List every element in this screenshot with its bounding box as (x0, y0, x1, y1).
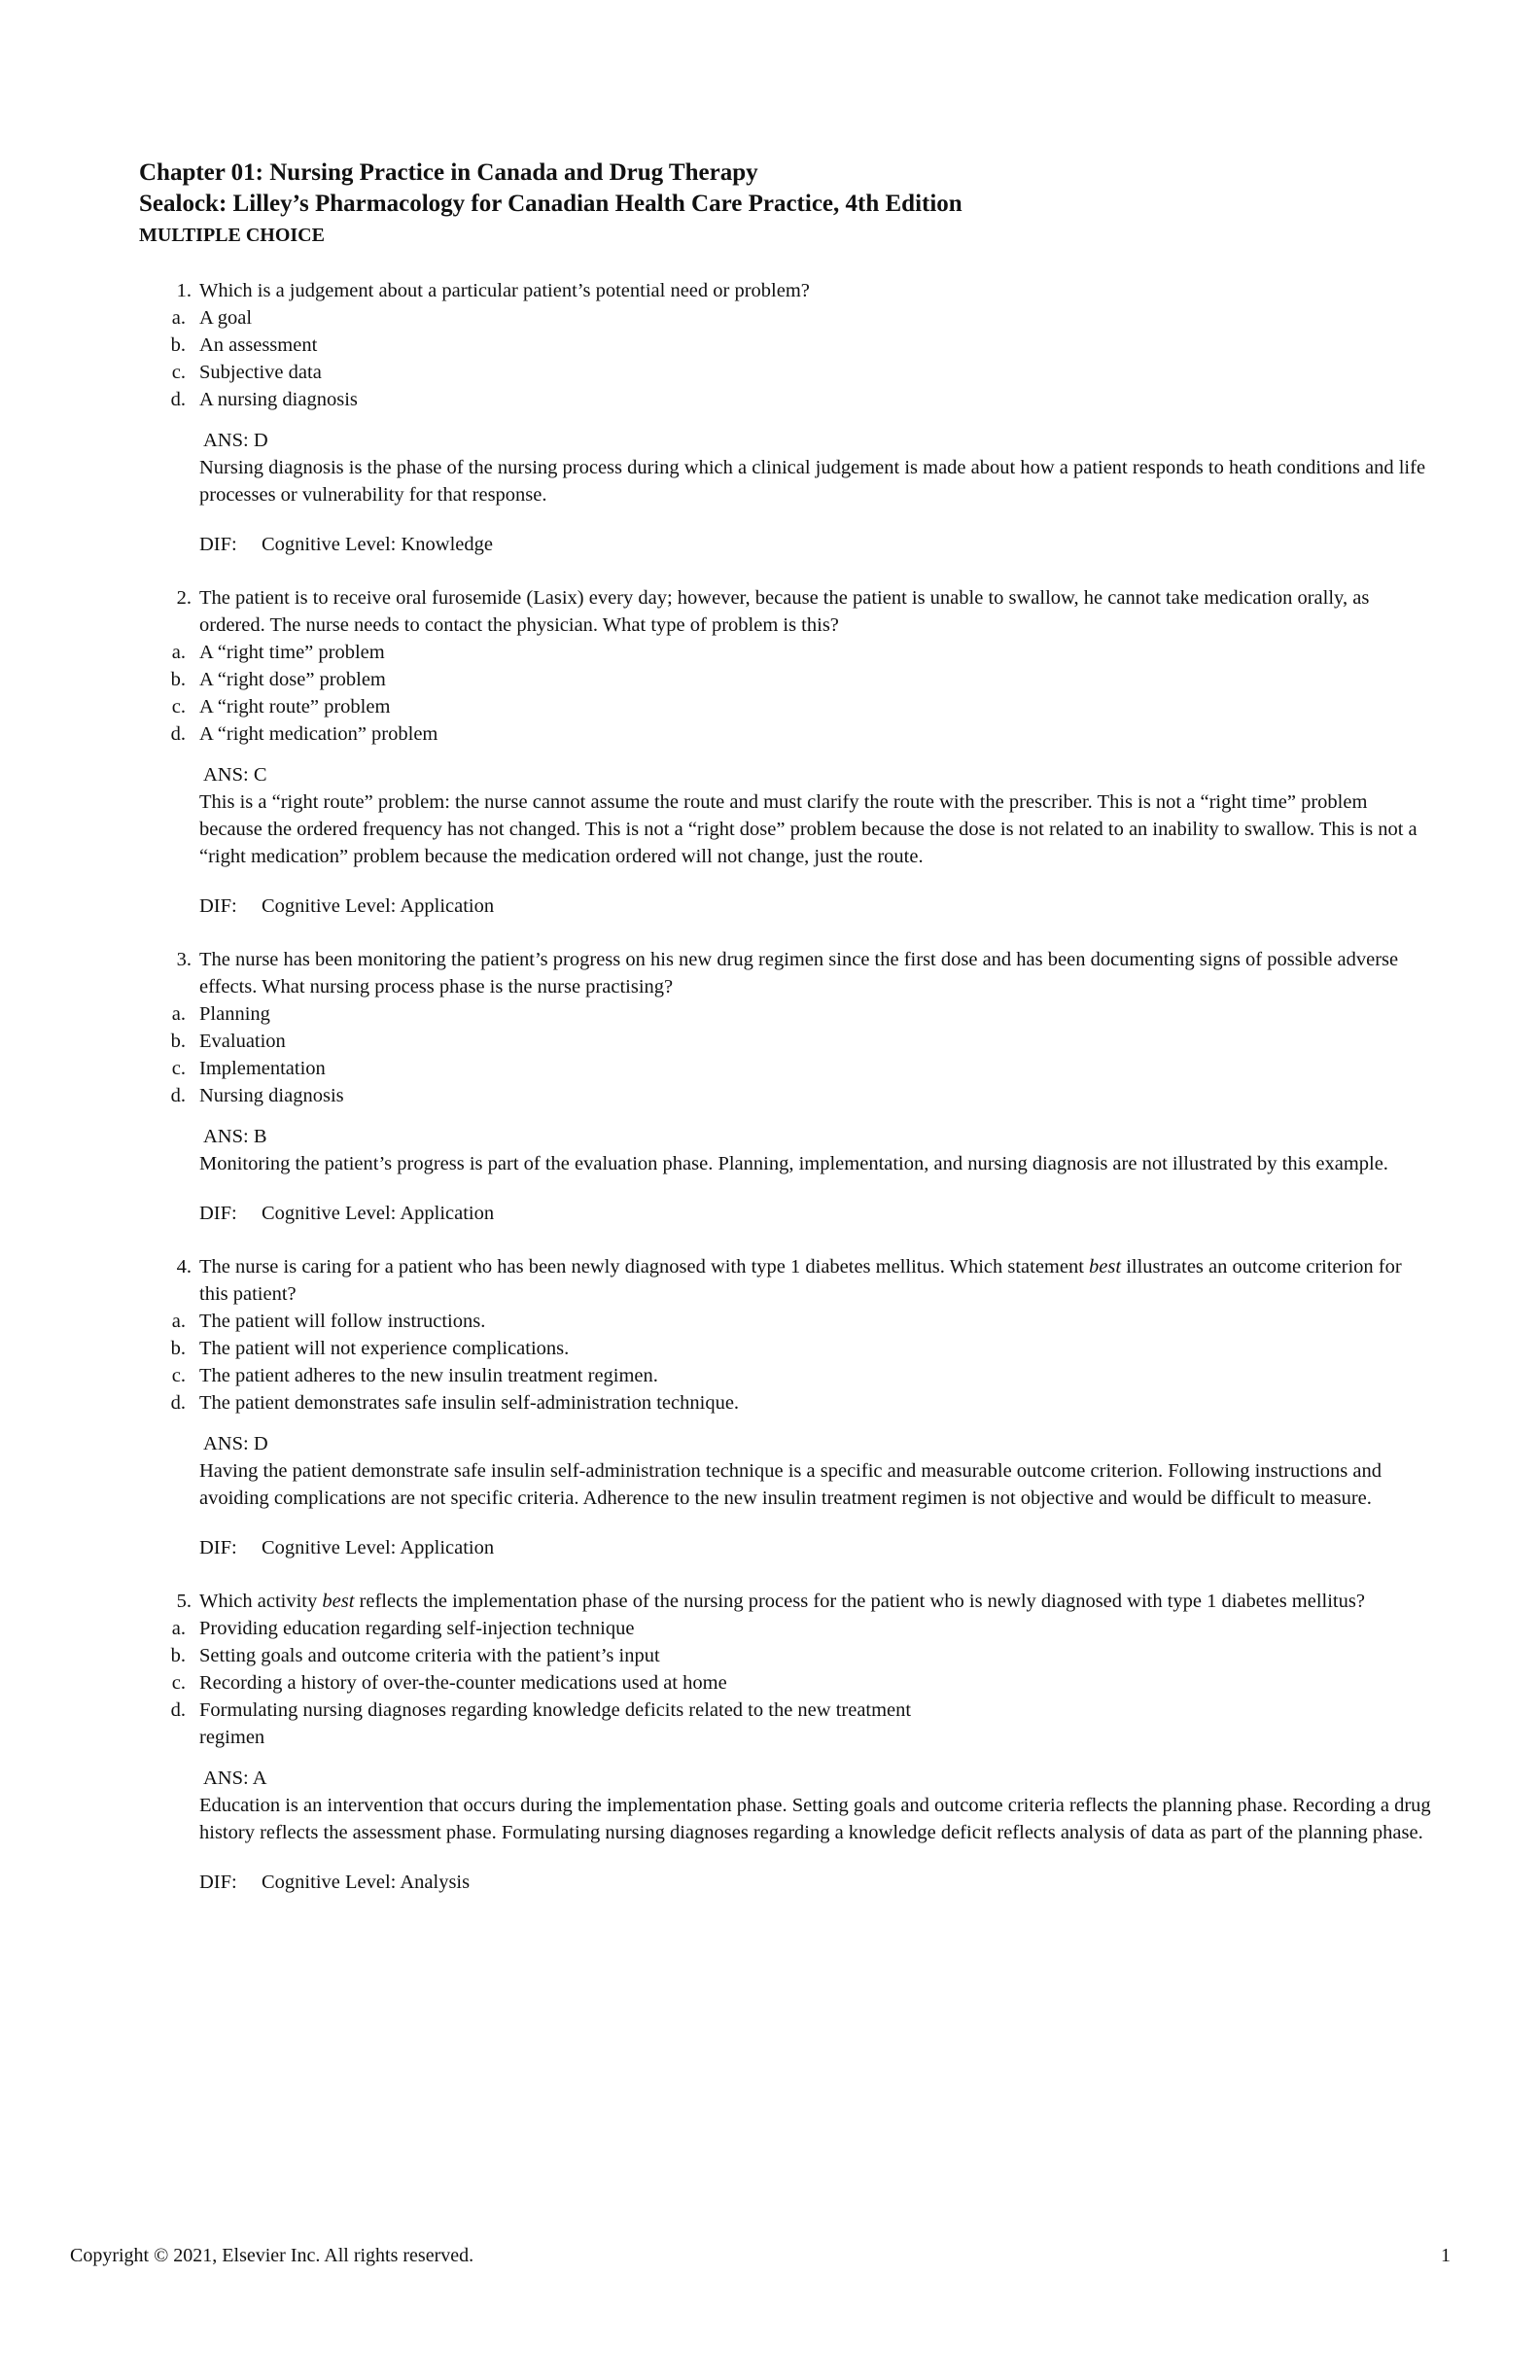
option-c (139, 1362, 1432, 1389)
difficulty-line (199, 1534, 1432, 1561)
cognitive-level: Cognitive Level: Application (262, 1203, 495, 1224)
option-text: The patient will not experience complications. (199, 1338, 570, 1359)
option-text: A nursing diagnosis (199, 389, 358, 410)
option-letter: a. (171, 307, 186, 329)
option-letter: c. (171, 362, 186, 383)
answer-key: ANS: D (203, 430, 268, 451)
option-text: Setting goals and outcome criteria with the patient’s input (199, 1645, 660, 1666)
question-number: 2. (176, 587, 192, 609)
stem-text: reflects the implementation phase of the nursing process for the patient who is newly diagnosed with type 1 diabetes mellitus? (354, 1591, 1365, 1612)
option-text: The patient will follow instructions. (199, 1311, 486, 1332)
question-number: 5. (176, 1591, 192, 1612)
stem-text: The nurse is caring for a patient who has been newly diagnosed with type 1 diabetes mellitus. Which statement (199, 1256, 1090, 1278)
option-letter: c. (171, 1058, 186, 1079)
option-text: Subjective data (199, 362, 322, 383)
cognitive-level: Cognitive Level: Analysis (262, 1872, 471, 1893)
dif-label: DIF: (199, 1537, 237, 1558)
question-3 (139, 946, 1432, 1227)
question-stem (199, 1253, 1432, 1308)
question-4 (139, 1253, 1432, 1561)
option-letter: c. (171, 1365, 186, 1386)
option-list (139, 1308, 1432, 1417)
question-1 (139, 277, 1432, 558)
option-list (139, 1615, 1432, 1751)
option-letter: d. (170, 1699, 186, 1721)
rationale: This is a “right route” problem: the nurse cannot assume the route and must clarify the route with the prescriber. This is not a “right time” problem because the ordered frequency has not changed. This is not a “right dose” problem because the dose is not related to an inability to swallow. This is not a “right medication” problem because the medication ordered will not change, just the route. (199, 791, 1418, 867)
option-text: The patient demonstrates safe insulin self-administration technique. (199, 1392, 740, 1414)
option-c (139, 693, 1432, 720)
copyright-notice: Copyright © 2021, Elsevier Inc. All rights reserved. (70, 2245, 474, 2266)
option-d (139, 1082, 1432, 1109)
option-text: Recording a history of over-the-counter medications used at home (199, 1672, 727, 1694)
option-letter: b. (170, 334, 186, 356)
option-c (139, 1055, 1432, 1082)
option-text: An assessment (199, 334, 318, 356)
question-stem (199, 1588, 1432, 1615)
question-number: 4. (176, 1256, 192, 1278)
option-b (139, 1028, 1432, 1055)
option-letter: a. (171, 1618, 186, 1639)
option-letter: d. (170, 389, 186, 410)
cognitive-level: Cognitive Level: Knowledge (262, 534, 493, 555)
stem-text: illustrates an outcome criterion for this patient? (199, 1256, 1402, 1305)
answer-block (199, 1123, 1432, 1177)
answer-block (199, 427, 1432, 508)
rationale: Monitoring the patient’s progress is part of the evaluation phase. Planning, implementation, and nursing diagnosis are not illustrated by this example. (199, 1153, 1388, 1174)
option-b (139, 332, 1432, 359)
option-letter: c. (171, 696, 186, 718)
option-b (139, 666, 1432, 693)
option-text: A “right medication” problem (199, 723, 438, 745)
option-list (139, 639, 1432, 748)
option-text: Implementation (199, 1058, 326, 1079)
question-stem: The patient is to receive oral furosemide (Lasix) every day; however, because the patient is unable to swallow, he cannot take medication orally, as ordered. The nurse needs to contact the physician. What type of problem is this? (199, 587, 1370, 636)
option-a (139, 639, 1432, 666)
option-text: Formulating nursing diagnoses regarding knowledge deficits related to the new treatment regimen (199, 1699, 912, 1748)
answer-block (199, 761, 1432, 870)
option-text: Planning (199, 1003, 270, 1025)
answer-key: ANS: D (203, 1433, 268, 1454)
difficulty-line (199, 1200, 1432, 1227)
rationale: Nursing diagnosis is the phase of the nursing process during which a clinical judgement is made about how a patient responds to heath conditions and life processes or vulnerability for that response. (199, 457, 1426, 506)
option-b (139, 1335, 1432, 1362)
difficulty-line (199, 892, 1432, 920)
cognitive-level: Cognitive Level: Application (262, 1537, 495, 1558)
option-text: A “right dose” problem (199, 669, 386, 690)
rationale: Having the patient demonstrate safe insulin self-administration technique is a specific and measurable outcome criterion. Following instructions and avoiding complications are not specific criteria. Adherence to the new insulin treatment regimen is not objective and would be difficult to measure. (199, 1460, 1382, 1509)
rationale: Education is an intervention that occurs during the implementation phase. Setting goals and outcome criteria reflects the planning phase. Recording a drug history reflects the assessment phase. Formulating nursing diagnoses regarding a knowledge deficit reflects analysis of data as part of the planning phase. (199, 1795, 1431, 1843)
dif-label: DIF: (199, 1872, 237, 1893)
option-letter: d. (170, 723, 186, 745)
option-list (139, 1000, 1432, 1109)
option-text: Evaluation (199, 1031, 286, 1052)
option-c (139, 1669, 1432, 1697)
dif-label: DIF: (199, 534, 237, 555)
document-header (139, 158, 962, 249)
answer-block (199, 1765, 1432, 1846)
book-title: Sealock: Lilley’s Pharmacology for Canadian Health Care Practice, 4th Edition (139, 191, 962, 217)
option-d (139, 720, 1432, 748)
option-a (139, 1308, 1432, 1335)
option-text: A “right route” problem (199, 696, 391, 718)
option-a (139, 304, 1432, 332)
stem-text: Which activity (199, 1591, 323, 1612)
option-c (139, 359, 1432, 386)
option-d (139, 386, 1432, 413)
chapter-title: Chapter 01: Nursing Practice in Canada and Drug Therapy (139, 159, 758, 186)
option-letter: b. (170, 1031, 186, 1052)
difficulty-line (199, 1869, 1432, 1896)
option-text: Nursing diagnosis (199, 1085, 344, 1106)
option-text: A goal (199, 307, 253, 329)
option-letter: d. (170, 1392, 186, 1414)
section-title: MULTIPLE CHOICE (139, 225, 325, 246)
answer-block (199, 1430, 1432, 1512)
option-list (139, 304, 1432, 413)
dif-label: DIF: (199, 895, 237, 917)
option-text: A “right time” problem (199, 642, 385, 663)
cognitive-level: Cognitive Level: Application (262, 895, 495, 917)
option-letter: b. (170, 1338, 186, 1359)
option-letter: a. (171, 642, 186, 663)
option-a (139, 1000, 1432, 1028)
answer-key: ANS: B (203, 1126, 267, 1147)
option-d (139, 1697, 1432, 1751)
option-letter: a. (171, 1003, 186, 1025)
question-list (139, 277, 1432, 1922)
option-text: Providing education regarding self-injection technique (199, 1618, 635, 1639)
answer-key: ANS: C (203, 764, 267, 786)
option-text: The patient adheres to the new insulin treatment regimen. (199, 1365, 658, 1386)
option-d (139, 1389, 1432, 1417)
question-2 (139, 584, 1432, 920)
stem-emphasis: best (1089, 1256, 1122, 1278)
option-letter: b. (170, 1645, 186, 1666)
option-letter: b. (170, 669, 186, 690)
page-number: 1 (1441, 2245, 1451, 2266)
option-letter: a. (171, 1311, 186, 1332)
option-letter: d. (170, 1085, 186, 1106)
stem-emphasis: best (322, 1591, 355, 1612)
question-5 (139, 1588, 1432, 1896)
question-stem: The nurse has been monitoring the patient’s progress on his new drug regimen since the first dose and has been documenting signs of possible adverse effects. What nursing process phase is the nurse practising? (199, 949, 1399, 998)
answer-key: ANS: A (203, 1768, 267, 1789)
option-letter: c. (171, 1672, 186, 1694)
difficulty-line (199, 531, 1432, 558)
question-number: 3. (176, 949, 192, 970)
question-number: 1. (176, 280, 192, 301)
option-b (139, 1642, 1432, 1669)
question-stem: Which is a judgement about a particular patient’s potential need or problem? (199, 280, 810, 301)
dif-label: DIF: (199, 1203, 237, 1224)
option-a (139, 1615, 1432, 1642)
